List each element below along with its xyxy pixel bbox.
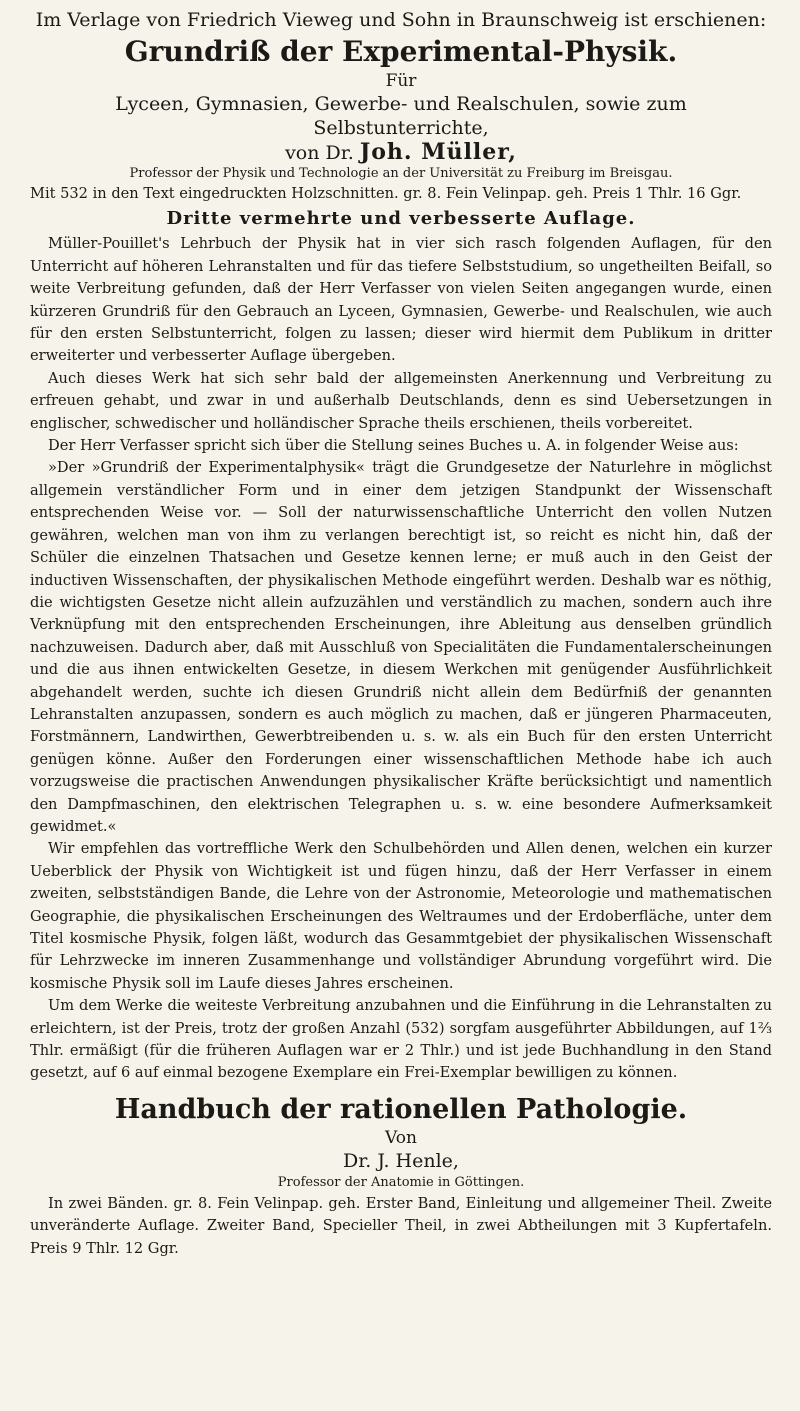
book-details: Mit 532 in den Text eingedruckten Holzschnitten. gr. 8. Fein Velinpap. geh. Preis 1 Thlr. 16 Ggr.: [30, 185, 742, 202]
fuer-label: Für: [385, 71, 417, 91]
author-prefix: von Dr.: [285, 142, 354, 164]
author-name: Joh. Müller,: [359, 139, 517, 165]
body-paragraph: Auch dieses Werk hat sich sehr bald der allgemeinsten Anerkennung und Verbreitung zu erfreuen gehabt, und zwar in und außerhalb Deutschlands, denn es sind Uebersetzungen in englischer, schwedischer und holländischer Sprache theils erschienen, theils vorbereitet.: [30, 369, 772, 432]
publisher-line: Im Verlage von Friedrich Vieweg und Sohn in Braunschweig ist erschienen:: [35, 9, 767, 31]
edition-line: Dritte vermehrte und verbesserte Auflage.: [166, 208, 636, 230]
body-paragraph: Der Herr Verfasser spricht sich über die Stellung seines Buches u. A. in folgender Weise aus:: [48, 437, 739, 455]
author-line: [30, 140, 772, 165]
book-title: Grundriß der Experimental-Physik.: [124, 35, 678, 68]
audience-line: Lyceen, Gymnasien, Gewerbe- und Realschulen, sowie zum Selbstunterrichte,: [115, 93, 687, 139]
book-details-2: In zwei Bänden. gr. 8. Fein Velinpap. geh. Erster Band, Einleitung und allgemeiner Theil. Zweite unveränderte Auflage. Zweiter Band, Specieller Theil, in zwei Abtheilungen mit 3 Kupfertafeln. Preis 9 Thlr. 12 Ggr.: [30, 1194, 772, 1257]
author-affiliation-2: Professor der Anatomie in Göttingen.: [277, 1174, 525, 1190]
book-title-2: Handbuch der rationellen Pathologie.: [114, 1093, 688, 1125]
body-paragraph: Wir empfehlen das vortreffliche Werk den Schulbehörden und Allen denen, welchen ein kurzer Ueberblick der Physik von Wichtigkeit ist und fügen hinzu, daß der Herr Verfasser in einem zweiten, selbstständigen Bande, die Lehre von der Astronomie, Meteorologie und mathematischen Geographie, die physikalischen Erscheinungen des Weltraumes und der Erdoberfläche, unter dem Titel kosmische Physik, folgen läßt, wodurch das Gesammtgebiet der physikalischen Wissenschaft für Lehrzwecke im inneren Zusammenhange und vollständiger Abrundung vorgeführt wird. Die kosmische Physik soll im Laufe dieses Jahres erscheinen.: [30, 840, 772, 992]
von-label: Von: [385, 1127, 417, 1148]
ad-physik: [30, 8, 772, 1085]
author-affiliation: Professor der Physik und Technologie an der Universität zu Freiburg im Breisgau.: [129, 166, 673, 181]
author-line-2: Dr. J. Henle,: [343, 1149, 459, 1172]
body-paragraph: Müller-Pouillet's Lehrbuch der Physik hat in vier sich rasch folgenden Auflagen, für den Unterricht auf höheren Lehranstalten und für das tiefere Selbststudium, so ungetheilten Beifall, so weite Verbreitung gefunden, daß der Herr Verfasser von vielen Seiten angegangen wurde, einen kürzeren Grundriß für den Gebrauch an Lyceen, Gymnasien, Gewerbe- und Realschulen, wie auch für den ersten Selbstunterricht, folgen zu lassen; dieser wird hiermit dem Publikum in dritter erweiterter und verbesserter Auflage übergeben.: [30, 235, 772, 365]
body-paragraph: Um dem Werke die weiteste Verbreitung anzubahnen und die Einführung in die Lehranstalten zu erleichtern, ist der Preis, trotz der großen Anzahl (532) sorgfam ausgeführter Abbildungen, auf 1⅔ Thlr. ermäßigt (für die früheren Auflagen war er 2 Thlr.) und ist jede Buchhandlung in den Stand gesetzt, auf 6 auf einmal bezogene Exemplare ein Frei-Exemplar bewilligen zu können.: [30, 997, 772, 1082]
ad-pathologie: [30, 1093, 772, 1260]
quote-paragraph: »Der »Grundriß der Experimentalphysik« trägt die Grundgesetze der Naturlehre in möglichst allgemein verständlicher Form und in einer dem jetzigen Standpunkt der Wissenschaft entsprechenden Weise vor. — Soll der naturwissenschaftliche Unterricht den vollen Nutzen gewähren, welchen man von ihm zu verlangen berechtigt ist, so reicht es nicht hin, daß der Schüler die einzelnen Thatsachen und Gesetze kennen lerne; er muß auch in den Geist der inductiven Wissenschaften, der physikalischen Methode eingeführt werden. Deshalb war es nöthig, die wichtigsten Gesetze nicht allein aufzuzählen und verständlich zu machen, sondern auch ihre Verknüpfung mit den entsprechenden Erscheinungen, ihre Ableitung aus denselben gründlich nachzuweisen. Dadurch aber, daß mit Ausschluß von Specialitäten die Fundamentalerscheinungen und die aus ihnen entwickelten Gesetze, in diesem Werkchen mit genügender Ausführlichkeit abgehandelt werden, suchte ich diesen Grundriß nicht allein dem Bedürfniß der genannten Lehranstalten anzupassen, sondern es auch möglich zu machen, daß er jüngeren Pharmaceuten, Forstmännern, Landwirthen, Gewerbtreibenden u. s. w. als ein Buch für den ersten Unterricht genügen könne. Außer den Forderungen einer wissenschaftlichen Methode habe ich auch vorzugsweise die practischen Anwendungen physikalischer Kräfte berücksichtigt und namentlich den Dampfmaschinen, den elektrischen Telegraphen u. s. w. eine besondere Aufmerksamkeit gewidmet.«: [30, 459, 772, 835]
